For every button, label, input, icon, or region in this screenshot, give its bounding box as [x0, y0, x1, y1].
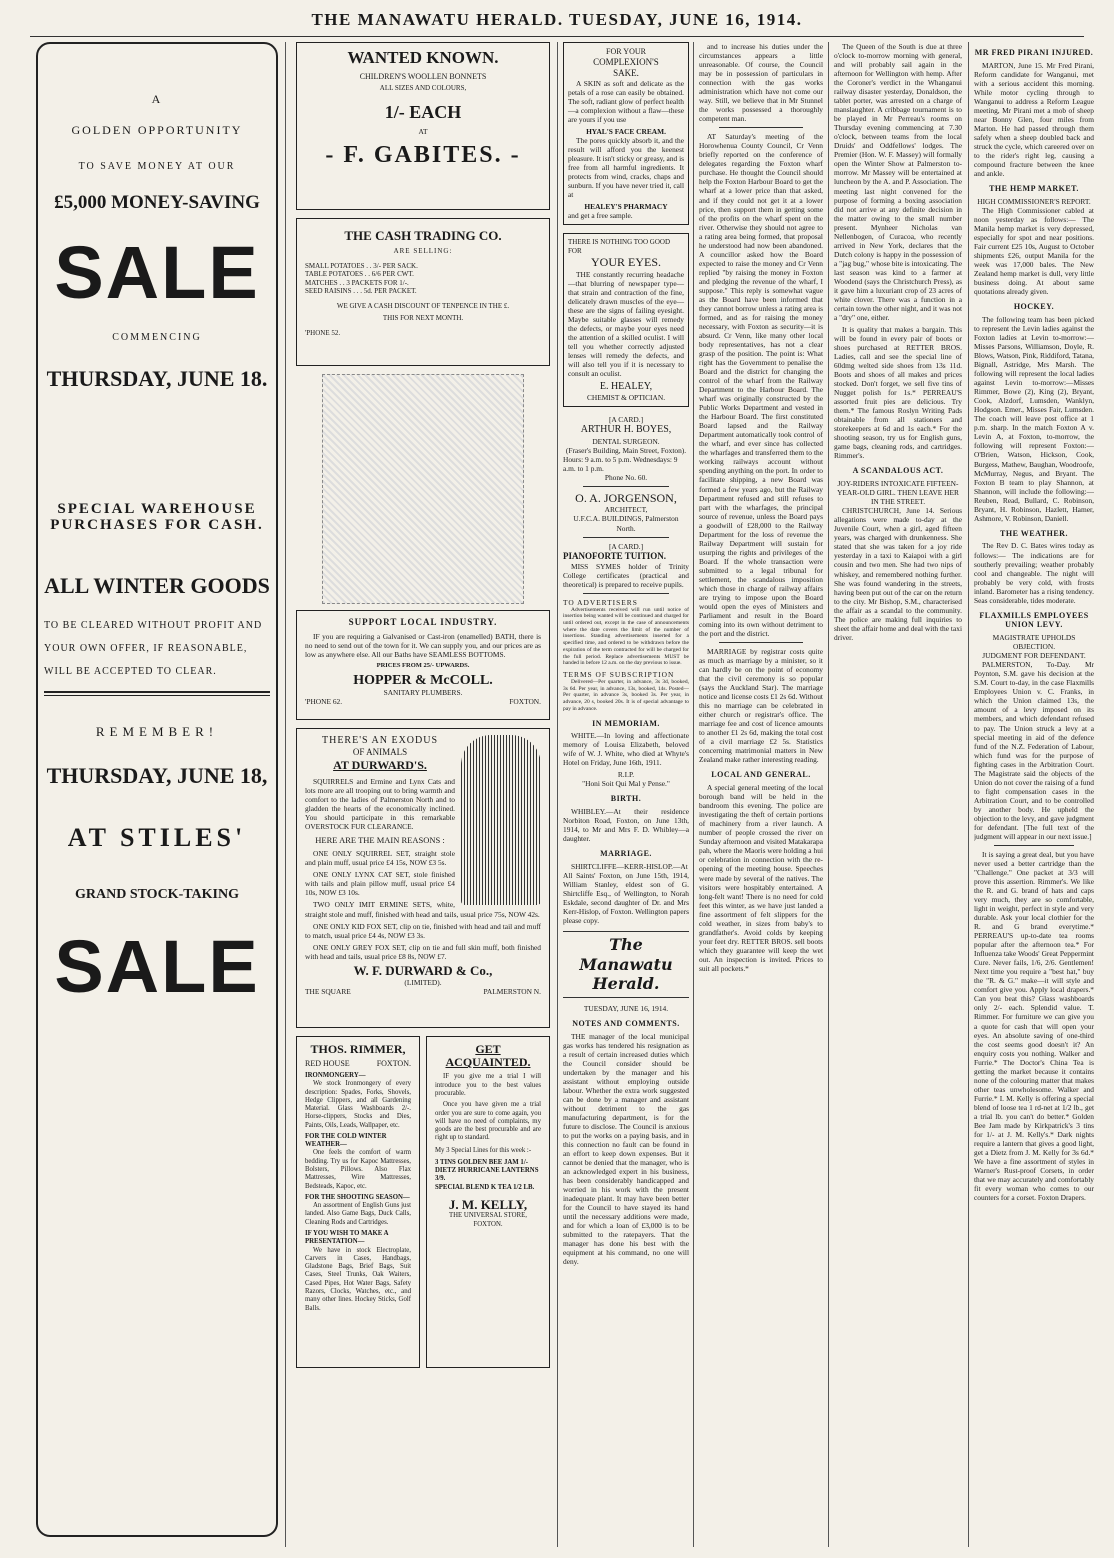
rimmer-section-heading: IRONMONGERY—	[305, 1071, 366, 1079]
marriage-title: MARRIAGE.	[600, 849, 652, 859]
comp-end: and get a free sample.	[568, 211, 633, 221]
column-divider	[693, 42, 694, 1547]
weather-text: The Rev D. C. Bates wires today as follows:— The indications are for southerly prevailing; weather probably cool and changeable. The night will probably be very cold, with frosts inland. Barometer has a rising tendency. Seas considerable, tides moderate.	[974, 541, 1094, 605]
exodus-item: TWO ONLY IMIT ERMINE SETS, white, straight stole and muff, finished with head and tails, usual price 75s, NOW 42s.	[305, 900, 540, 919]
wanted-known-title: WANTED KNOWN.	[347, 48, 499, 67]
durward-ad	[296, 728, 550, 1028]
scandal-text: CHRISTCHURCH, June 14. Serious allegations were made to-day at the Juvenile Court, when a girl, aged fifteen years, was charged with drunkenness. She stated that she was taken for a joy ride yesterday in a taxi to Kaiapoi with a girl cousin and two men. She had two nips of whiskey, and remembered nothing further. She was found wandering in the streets, having been put out of the car on the return to the city. Mr Bishop, S.M., characterised the affair as a scandal to the community. The police are making full inquiries to sheet the affair home and deal with the taxi driver.	[834, 506, 962, 642]
marriage-text: SHIRTCLIFFE—KERR-HISLOP.—At All Saints' Foxton, on June 15th, 1914, William Stanley, eldest son of G. Shirtcliffe Esq., of Wellington, to Norah Eskdale, second daughter of Dr. and Mrs Kerr-Hislop, of Foxton. Wellington papers please copy.	[563, 862, 689, 926]
thursday-date: THURSDAY, JUNE 18.	[46, 365, 268, 391]
article-text: The Queen of the South is due at three o'clock to-morrow morning with general, and will probably sail again in the afternoon for Wellington with hemp. After the Coroner's verdict in the Whanganui railway disaster yesterday, Donaldson, the tablet porter, was arrested on a charge of manslaughter. A cribbage tournament is to be played in Mr Perreau's rooms on Thursday evening commencing at 7.30 o'clock, between teams from the local Druids' and Oddfellows' lodges. The Premier (Hon. W. F. Massey) will formally open the Winter Show at Palmerston to-morrow. Mr Massey will be entertained at luncheon by the A. and P. Association. The meeting last night convened for the purpose of forming a boxing association did not arrive at any definite decision in the matter owing to the small number present. Mynheer Nicholas van Nellenbogen, of Curacoa, who recently arrived in New York, declares that the Dutch colony is happy in the possession of a "jag bug," whose bite is intoxicating. The last season was kind to a farmer at Woodend (says the Christchurch Press), as it gave him a luxuriant crop of 23 acres of white clover. There was a function in a certain town the other night, and it was not a "dry" one, either.	[834, 42, 962, 322]
commencing: COMMENCING	[112, 332, 202, 344]
gabites-name: - F. GABITES. -	[325, 141, 521, 168]
durward-ltd: (LIMITED).	[404, 977, 442, 987]
double-rule	[44, 691, 270, 693]
wanted-line-1: CHILDREN'S WOOLLEN BONNETS	[359, 71, 487, 81]
sale-headline-2: SALE	[54, 924, 260, 1008]
eyes-text: THE constantly recurring headache—that blurring of newspaper type—that strain and contraction of the fine, delicately drawn muscles of the eye—these are the signs of failing eyesight. Maybe suitable glasses will remedy the defects, or maybe your eyes need the attention of a skilled oculist. I will tell you whether correctly adjusted lenses will remedy the defects, and will also tell you if it is necessary to consult an oculist.	[568, 269, 684, 379]
cash-phone: 'PHONE 52.	[305, 329, 341, 338]
flax-text: PALMERSTON, To-Day. Mr Poynton, S.M. gave his decision at the S.M. Court to-day, in the case Flaxmills Employees Union v. C. Franks, in which the Union claimed 13s, the amount of a levy imposed on its members, and which defendant refused to pay. The Union struck a levy at a special meeting in aid of the defence fund of the N.Z. Federation of Labour, which fund was for the purpose of fighting cases in the Arbitration Court. The Magistrate said the objects of the Union do not cover the raising of a fund to fight compensation cases in the Arbitration Court, and to be controlled by another body. He upheld the objection to the levy, and gave judgment for defendant. [The full text of the judgment will appear in our next issue.]	[974, 660, 1094, 841]
special-warehouse: SPECIAL WAREHOUSE PURCHASES FOR CASH.	[50, 500, 264, 534]
exodus-here: HERE ARE THE MAIN REASONS :	[315, 834, 445, 845]
golden-opportunity: GOLDEN OPPORTUNITY	[71, 122, 243, 137]
ad-text-a: A	[151, 92, 163, 106]
piano-text: MISS SYMES holder of Trinity College certificates (practical and theoretical) is prepared to receive pupils.	[563, 561, 689, 589]
rimmer-section-text: We have in stock Electroplate, Carvers in Cases, Handbags, Gladstone Bags, Brief Bags, Suit Cases, Steel Trunks, Oak Waiters, Cased Pipes, Hot Water Bags, Safety Razors, Clocks, Watches, etc., and many other lines. Hockey Sticks, Golf Balls.	[305, 1246, 411, 1312]
grand-stock-taking: GRAND STOCK-TAKING	[74, 886, 239, 902]
kelly-name: J. M. KELLY,	[448, 1197, 528, 1213]
cash-trading-ad	[296, 218, 550, 366]
scandal-title: A SCANDALOUS ACT.	[852, 466, 944, 476]
masthead: THE MANAWATU HERALD. TUESDAY, JUNE 16, 1914.	[311, 10, 803, 29]
exodus-t2: OF ANIMALS	[352, 747, 408, 758]
save-money: TO SAVE MONEY AT OUR	[78, 161, 236, 173]
jorgenson-addr: U.F.C.A. BUILDINGS, Palmerston North.	[573, 514, 679, 533]
get-acquainted-title: GET ACQUAINTED.	[445, 1042, 531, 1070]
cash-item: TABLE POTATOES . . 6/6 PER CWT.	[305, 270, 414, 279]
hemp-text: The High Commissioner cabled at noon yesterday as follows:— The Manila hemp market is very depressed, especially for spot and near positions. Fair current £25 10s, August to October shipments £26, output Manila for the week was 17,000 bales. The New Zealand hemp market is dull, very little business doing. At about same quotations already given.	[974, 205, 1094, 297]
support-text: IF you are requiring a Galvanised or Cast-iron (enamelled) BATH, there is no need to send out of the town for it. We can supply you, and our prices are as low as anywhere else. All our Baths have SEAMLESS BOTTOMS.	[305, 631, 541, 660]
durward-town: PALMERSTON N.	[483, 987, 541, 996]
local-general-text: A special general meeting of the local borough band will be held in the bandroom this evening. The police are investigating the theft of certain portions of machinery from a river launch. A number of people crossed the river on Sunday afternoon and visited Matakarapa pah, where the Maoris were holding a hui or celebration in connection with the re-opening of the meeting house. Speeches were made by several of the natives. The visitors were hospitably entertained. A long-felt want! There is no need for cold feet this winter, as we have just landed a fine assortment of felt slippers for the cold weather, in sizes from baby's to grandfather's. Avoid colds by keeping your feet dry. RETTER BROS. sell boots which they guarantee will keep the wet out. An inspection is invited. Prices to suit all pockets.*	[699, 783, 823, 973]
exodus-text: SQUIRRELS and Ermine and Lynx Cats and lots more are all trooping out to bring warmth and comfort to the ladies of Palmerston North and to gladden the hearts of the economically inclined. You should participate in this remarkable OVERSTOCK FUR CLEARANCE.	[305, 776, 455, 831]
column-divider	[968, 42, 969, 1547]
rimmer-house: RED HOUSE	[305, 1059, 350, 1069]
cash-trading-title: THE CASH TRADING CO.	[344, 228, 502, 243]
exodus-t1: THERE'S AN EXODUS	[321, 735, 439, 746]
durward-name: W. F. DURWARD & Co.,	[353, 962, 493, 978]
cash-selling: ARE SELLING:	[393, 247, 453, 256]
rimmer-section-text: An assortment of English Guns just landed. Also Game Bags, Duck Calls, Cleaning Rods and Cartridges.	[305, 1202, 411, 1226]
boyes-name: ARTHUR H. BOYES,	[580, 424, 672, 436]
rimmer-section-text: We stock Ironmongery of every description: Spades, Forks, Shovels, Hedge Clippers, and all Gardening Material. Glass Washboards 2/-. Horse-clippers, Stocks and Dies, Paints, Oils, Leads, Wallpaper, etc.	[305, 1080, 411, 1129]
kelly-store: THE UNIVERSAL STORE,	[449, 1212, 527, 1220]
masthead-rule	[30, 36, 1084, 37]
flax-sub2: JUDGMENT FOR DEFENDANT.	[982, 651, 1086, 661]
support-footer	[305, 697, 541, 706]
kelly-p1: IF you give me a trial I will introduce you to the best values procurable.	[435, 1073, 541, 1097]
remember: REMEMBER!	[95, 723, 219, 739]
bath-engraving-image	[322, 374, 524, 604]
durward-square: THE SQUARE	[305, 987, 351, 996]
fur-lady-illustration	[461, 735, 541, 905]
boyes-addr: (Fraser's Building, Main Street, Foxton).	[565, 445, 687, 455]
exodus-item: ONE ONLY KID FOX SET, clip on tie, finished with head and tail and muff to match, usual price £4 4s, NOW £3 3s.	[305, 921, 541, 940]
card-label: [A CARD.]	[608, 415, 644, 425]
eyes-t2: YOUR EYES.	[590, 255, 661, 270]
adv-text: Advertisements received will run until notice of insertion being wanted will be continued and charged for until ordered out, except in the case of announcements where the date covers the limit of the number of insertions. Standing advertisements inserted for a specified time, and ordered to be withdrawn before the expiration of the term contracted for will be charged for the full period. Replace advertisements MUST be handed in before 12 a.m. on the day previous to issue.	[563, 606, 689, 667]
rimmer-town: FOXTON.	[376, 1059, 411, 1069]
kelly-item: DIETZ HURRICANE LANTERNS 3/9.	[435, 1167, 539, 1183]
durward-footer	[305, 987, 541, 996]
adv-title: TO ADVERTISERS	[563, 597, 638, 607]
kelly-town: FOXTON.	[473, 1220, 503, 1228]
rimmer-section-text: One feels the comfort of warm bedding. Try us for Kapoc Mattresses, Bolsters, Pillows. Also Flax Mattresses, Wire Mattresses, Bedsteads, Kapoc, etc.	[305, 1149, 411, 1190]
column-3	[563, 42, 689, 1547]
healey-complexion-ad	[563, 42, 689, 225]
comp-text: A SKIN as soft and delicate as the petals of a rose can easily be obtained. The soft, radiant glow of perfect health—a complexion without a flaw—these are yours if you use	[568, 78, 684, 124]
at-stiles: AT STILES'	[67, 822, 247, 852]
stiles-sale-ad	[36, 42, 278, 1537]
boyes-sub: DENTAL SURGEON.	[592, 436, 660, 446]
exodus-t3: AT DURWARD'S.	[333, 758, 427, 773]
kelly-item: 3 TINS GOLDEN BEE JAM 1/-	[435, 1158, 528, 1166]
exodus-item: ONE ONLY SQUIRREL SET, straight stole and plain muff, usual price £4 15s, NOW £3 5s.	[305, 849, 455, 868]
eyes-name: E. HEALEY,	[599, 381, 653, 393]
comp-name: HEALEY'S PHARMACY	[584, 202, 668, 212]
exodus-item: ONE ONLY GREY FOX SET, clip on tie and full skin muff, both finished with head and tails, usual price £8 8s, NOW £7.	[305, 942, 541, 961]
scandal-subtitle: JOY-RIDERS INTOXICATE FIFTEEN-YEAR-OLD GIRL. THEN LEAVE HER IN THE STREET.	[837, 479, 959, 507]
support-title: SUPPORT LOCAL INDUSTRY.	[348, 617, 498, 627]
jorgenson-name: O. A. JORGENSON,	[575, 490, 677, 505]
rimmer-section-heading: IF YOU WISH TO MAKE A PRESENTATION—	[305, 1230, 389, 1246]
comp-t3: SAKE.	[613, 67, 639, 78]
cash-next: THIS FOR NEXT MONTH.	[382, 314, 464, 323]
article-text: and to increase his duties under the circumstances appears a little unreasonable. Of course, the Council may be in possession of particulars in connection with the gas works administration which have not come our way. Still, we believe that in Mr Stunnel the works possessed a thoroughly competent man.	[699, 42, 823, 124]
article-text: It is saying a great deal, but you have never used a better cartridge than the "Challenge." One packet at 3/3 will prove this assertion. Rimmer's. We like the R. and G. brand of hats and caps very much, they are so comfortable, light in weight, perfect in style and very durable. Ask your local clothier for the R. and G brand everytime.* PERREAU'S up-to-date tea rooms popular after the afternoon tea.* For Influenza take Woods' Great Peppermint Cure. Never fails, 1/6, 2/6. Gentlemen! Next time you require a "best hat," buy the "R. & G." make—it will style and comfort give you. Apply local drapers.* Can you beat this? Glass washboards only 2/- each. Splendid value. T. Rimmer. For furniture we can give you a quote for cash that will open your eyes. An absolute saving of one-third the cost seems good doesn't it? An enquiry costs you nothing. Walker and Furrie.* The Doctor's China Tea is getting the market because it contains none of the colouring matter that makes other teas unwholesome. Walker and Furrie.* I. M. Kelly is offering a special blend of loose tea 1 rd-net at 1/2 lb., get a trial lb. you can't do better.* Golden Bee Jam made by Kirkpatrick's 3 tins for 1/- at J. M. Kelly's.* Dark nights require a lantern that gives a good light, get a Dietz from J. M. Kelly for 3s 6d.* We have a fine assortment of styles in Warner's Rust-proof Corsets, in order that we may accurately and comfortably fit every woman who comes to our counters for a corset. Foxton Drapers.	[974, 849, 1094, 1203]
column-divider	[828, 42, 829, 1547]
column-divider	[557, 42, 558, 1547]
gabites-ad	[296, 42, 550, 210]
hockey-title: HOCKEY.	[1013, 302, 1055, 312]
card-label-2: [A CARD.]	[608, 541, 644, 551]
support-sub: SANITARY PLUMBERS.	[383, 688, 463, 698]
memoriam-motto: "Honi Soit Qui Mal y Pense."	[582, 779, 670, 789]
eyes-t1: THERE IS NOTHING TOO GOOD FOR	[568, 238, 671, 255]
sale-headline: SALE	[54, 231, 260, 315]
weather-title: THE WEATHER.	[1000, 528, 1068, 538]
memoriam-rip: R.I.P.	[617, 770, 635, 780]
healey-eyes-ad	[563, 233, 689, 407]
cash-item: MATCHES . . 3 PACKETS FOR 1/-.	[305, 278, 409, 287]
boyes-phone: Phone No. 60.	[604, 472, 648, 482]
all-winter-goods: ALL WINTER GOODS	[44, 572, 270, 598]
flax-sub1: MAGISTRATE UPHOLDS OBJECTION.	[992, 633, 1076, 652]
column-6	[974, 42, 1094, 1547]
wanted-price: 1/- EACH	[384, 101, 462, 122]
hockey-text: The following team has been picked to represent the Levin ladies against the Foxton ladies at Levin to-morrow:— Misses Parsons, Williamson, Doyle, R. Blows, Watson, Pink, Riddiford, Tatana, Bignall, Astridge, Mrs Marsh. The following will represent the local ladies against Levin to-morrow:—Misses Rimmer, Bowe (2), King (2), Bryant, Cook, Alzdorf, Lumsden, Wanklyn, Hodgson. Emer., Misses Fair, Lumsden. The coach will leave post office at 1 p.m. sharp. In the match Foxton A v. Levin A, at Foxton, to-morrow, the following will represent Foxton:—O'Brien, Watson, Hickson, Cook, Burgess, Mathew, Baughan, Woodroofe, McMurray, Negus, and Bryant. The Foxton B team to play Shannon, at Shannon, will include the following:— Reuben, Read, Bullard, C. Robinson, Bryant, H. Robinson, Hazlett, Hamer, Ashmore, V. Robinson, Daniell.	[974, 315, 1094, 523]
rimmer-title: THOS. RIMMER,	[310, 1042, 406, 1056]
pirani-text: MARTON, June 15. Mr Fred Pirani, Reform candidate for Wanganui, met with a serious accident this morning. While motor cycling through to Wanganui to address a Reform League meeting, Mr Pirani met a mob of sheep near Bonny Glen, four miles from Marton. He had passed through them safely when a sheep doubled back and struck the cycle, which careered over on to the rider's right leg, causing a compound fracture between the knee and ankle.	[974, 60, 1094, 179]
column-4	[699, 42, 823, 1547]
cash-item: SEED RAISINS . . . 5d. PER PACKET.	[305, 287, 417, 296]
column-1	[36, 42, 278, 1547]
boyes-hours: Hours: 9 a.m. to 5 p.m. Wednesdays: 9 a.m. to 1 p.m.	[563, 454, 678, 473]
herald-date: TUESDAY, JUNE 16, 1914.	[583, 1003, 669, 1013]
column-divider	[285, 42, 286, 1547]
rimmer-subtitle	[305, 1059, 411, 1069]
memoriam-title: IN MEMORIAM.	[592, 718, 660, 728]
notes-title: NOTES AND COMMENTS.	[572, 1018, 680, 1028]
kelly-item: SPECIAL BLEND K TEA 1/2 LB.	[435, 1183, 535, 1191]
piano-title: PIANOFORTE TUITION.	[563, 550, 667, 561]
thursday-date-2: THURSDAY, JUNE 18,	[46, 762, 268, 788]
sub-title: TERMS OF SUBSCRIPTION	[563, 669, 675, 679]
support-prices: PRICES FROM 25/- UPWARDS.	[376, 662, 470, 670]
cleared-text: TO BE CLEARED WITHOUT PROFIT AND YOUR OWN OFFER, IF REASONABLE, WILL BE ACCEPTED TO CLEAR.	[44, 619, 263, 677]
cash-item: SMALL POTATOES . . 3/- PER SACK.	[305, 261, 418, 270]
birth-text: WHIBLEY.—At their residence Norbiton Road, Foxton, on June 13th, 1914, to Mr and Mrs F. D. Whibley—a daughter.	[563, 807, 689, 844]
money-saving: £5,000 MONEY-SAVING	[54, 192, 260, 214]
herald-banner: The Manawatu Herald.	[563, 931, 689, 998]
hemp-title: THE HEMP MARKET.	[989, 184, 1079, 194]
bottom-ads-row	[296, 1036, 550, 1376]
article-text: MARRIAGE by registrar costs quite as much as marriage by a minister, so it can hardly be on the point of economy that the civil ceremony is so popular (says the Auckland Star). The marriage notice and license costs £1 2s 6d. Without this no marriage can be celebrated in either church or registrar's office. The marriage fee and cost of licence amounts to another £1 2s 6d, making the total cost of a civil marriage £2 5s. Statistics concerning matrimonial matters in New Zealand make rather interesting reading.	[699, 647, 823, 765]
column-2	[296, 42, 550, 1547]
wanted-line-2: ALL SIZES AND COLOURS,	[379, 84, 467, 93]
comp-t2: COMPLEXION'S	[593, 56, 659, 67]
rimmer-section-heading: FOR THE COLD WINTER WEATHER—	[305, 1132, 387, 1149]
comp-t1: FOR YOUR	[606, 47, 646, 56]
wanted-at: AT	[418, 126, 428, 136]
kelly-p2: Once you have given me a trial order you are sure to come again, you will have no need of complaints, my goods are the best procurable and are right up to standard.	[435, 1101, 541, 1142]
article-text: AT Saturday's meeting of the Horowhenua County Council, Cr Venn briefly reported on the conference of delegates regarding the Foxton wharf purchase. He thought the Council should help the Foxton Harbour Board to get the wharf at a lower price than that asked, and if they could not get it at a lower price, then support them in getting some of the profits on the wharf spent on the river. Otherwise they should not agree to a rating area being formed, that proposal he understood had now been abandoned. A councillor asked how the Board expected to raise the money and Cr Venn replied "by raising the money in Foxton and pledging the revenue of the wharf, I suppose." This reply is somewhat vague as the Board have been informed that they cannot borrow unless a rating area is formed, and as for raising the money necessary, with Foxton as security—it is absurd. Cr Venn, like many other local body representatives, has not a clear grasp of the position. The point is: What right has the Government to penalise the Board and the district for changing the control of the wharf from the Railway Department to the Harbour Board. The wharf was originally constructed by the Public Works Department and vested in the Harbour Board. The first constituted Board lapsed and the Railway Department automatically took control of the wharf, and ever since has collected the wharfages and transferred them to the working railways account without spending anything on the port. In order to facilitate shipping, a new Board was formed a few years ago, but the Railway Department refused and still refuses to part with the wharfages, the principal source of revenue, unless the Board pays a goodwill of £28,000 to the Railway Department for the loss of revenue the Railway Department will sustain for usurping the rights and privileges of the Board. If the whole transaction were submitted to a legal tribunal for settlement, the scandalous imposition which those in charge of railway affairs are trying to impose upon the Board would open the eyes of Ministers and Parliament and result in the Board coming into its own without detriment to the port and the district.	[699, 132, 823, 638]
eyes-sub: CHEMIST & OPTICIAN.	[586, 393, 666, 403]
jorgenson-sub: ARCHITECT,	[604, 505, 648, 515]
hemp-subtitle: HIGH COMMISSIONER'S REPORT.	[977, 196, 1091, 206]
kelly-special: My 3 Special Lines for this week :-	[435, 1146, 532, 1154]
sub-text: Delivered—Per quarter, in advance, 3s 3d, booked, 3s 6d. Per year, in advance, 13s, booked, 14s. Posted—Per quarter, in advance 3s, booked 3s. Per year, in advance, 20 s, booked 20s. It is of special advantage to pay in advance.	[563, 679, 689, 712]
comp-product: HYAL'S FACE CREAM.	[586, 126, 666, 136]
kelly-ad	[426, 1036, 550, 1368]
exodus-item: ONE ONLY LYNX CAT SET, stole finished with tails and plain pillow muff, usual price £4 10s, NOW £3 10s.	[305, 870, 455, 898]
memoriam-text: WHITE.—In loving and affectionate memory of Louisa Elizabeth, beloved wife of W. J. White, who died at Whyte's Hotel on Friday, June 16th, 1911.	[563, 731, 689, 768]
pirani-title: MR FRED PIRANI INJURED.	[974, 48, 1094, 57]
rimmer-section-heading: FOR THE SHOOTING SEASON—	[305, 1193, 410, 1201]
hopper-mccoll-ad	[296, 610, 550, 720]
flax-title: FLAXMILLS EMPLOYEES UNION LEVY.	[979, 610, 1089, 630]
column-5	[834, 42, 962, 1547]
comp-text-2: The pores quickly absorb it, and the result will afford you the keenest pleasure. It isn't sticky or greasy, and is free from all harmful ingredients. It protects from wind, cracks, chaps and sunburn. If you have never tried it, call at	[568, 135, 684, 200]
cash-discount: WE GIVE A CASH DISCOUNT OF TENPENCE IN THE £.	[336, 301, 510, 310]
rimmer-ad	[296, 1036, 420, 1368]
local-general-title: LOCAL AND GENERAL.	[711, 770, 811, 780]
notes-text: THE manager of the local municipal gas works has tendered his resignation as a result of certain increased duties which the Council consider should be undertaken by the manager and his assistant without employing outside labour. Whether the extra work suggested can be done by a manager and assistant without detriment to the gas manufacturing department, is for the future to disclose. The Council is anxious to put the works on a paying basis, and in this connection no fault can be found in an effort to keep down expenses. But it cannot be denied that the manager, who is an acknowledged expert in his business, has been considerably handicapped and worried in his work with the present inadequate plant. It may have been better for the Council to have stayed its hand until the necessary additions were made, and for which a loan of £3,000 is to be submitted to the ratepayers. That the manager has done his best with the equipment at his command, no one will deny.	[563, 1031, 689, 1267]
article-text: It is quality that makes a bargain. This will be found in every pair of boots or shoes purchased at RETTER BROS. Ladies, call and see the special line of 60dmg welted side shoes from 13s 11d. Boots and shoes of all makes and prices stocked. Don't forget, we sell five tins of Nugget polish for 1s.* PERREAU'S assorted fruit pies are delicious. Try them.* The famous Roslyn Writing Pads obtainable from all stationers and storekeepers at 6d and 1s each.* For the shooting season, try us for English guns, game bags, cleaning rods, and cartridges. Rimmer's.	[834, 324, 962, 461]
birth-title: BIRTH.	[610, 794, 642, 804]
support-town: FOXTON.	[509, 697, 541, 707]
support-phone: 'PHONE 62.	[305, 697, 343, 707]
cash-items	[305, 262, 541, 296]
hopper-mccoll-name: HOPPER & McCOLL.	[353, 672, 493, 688]
